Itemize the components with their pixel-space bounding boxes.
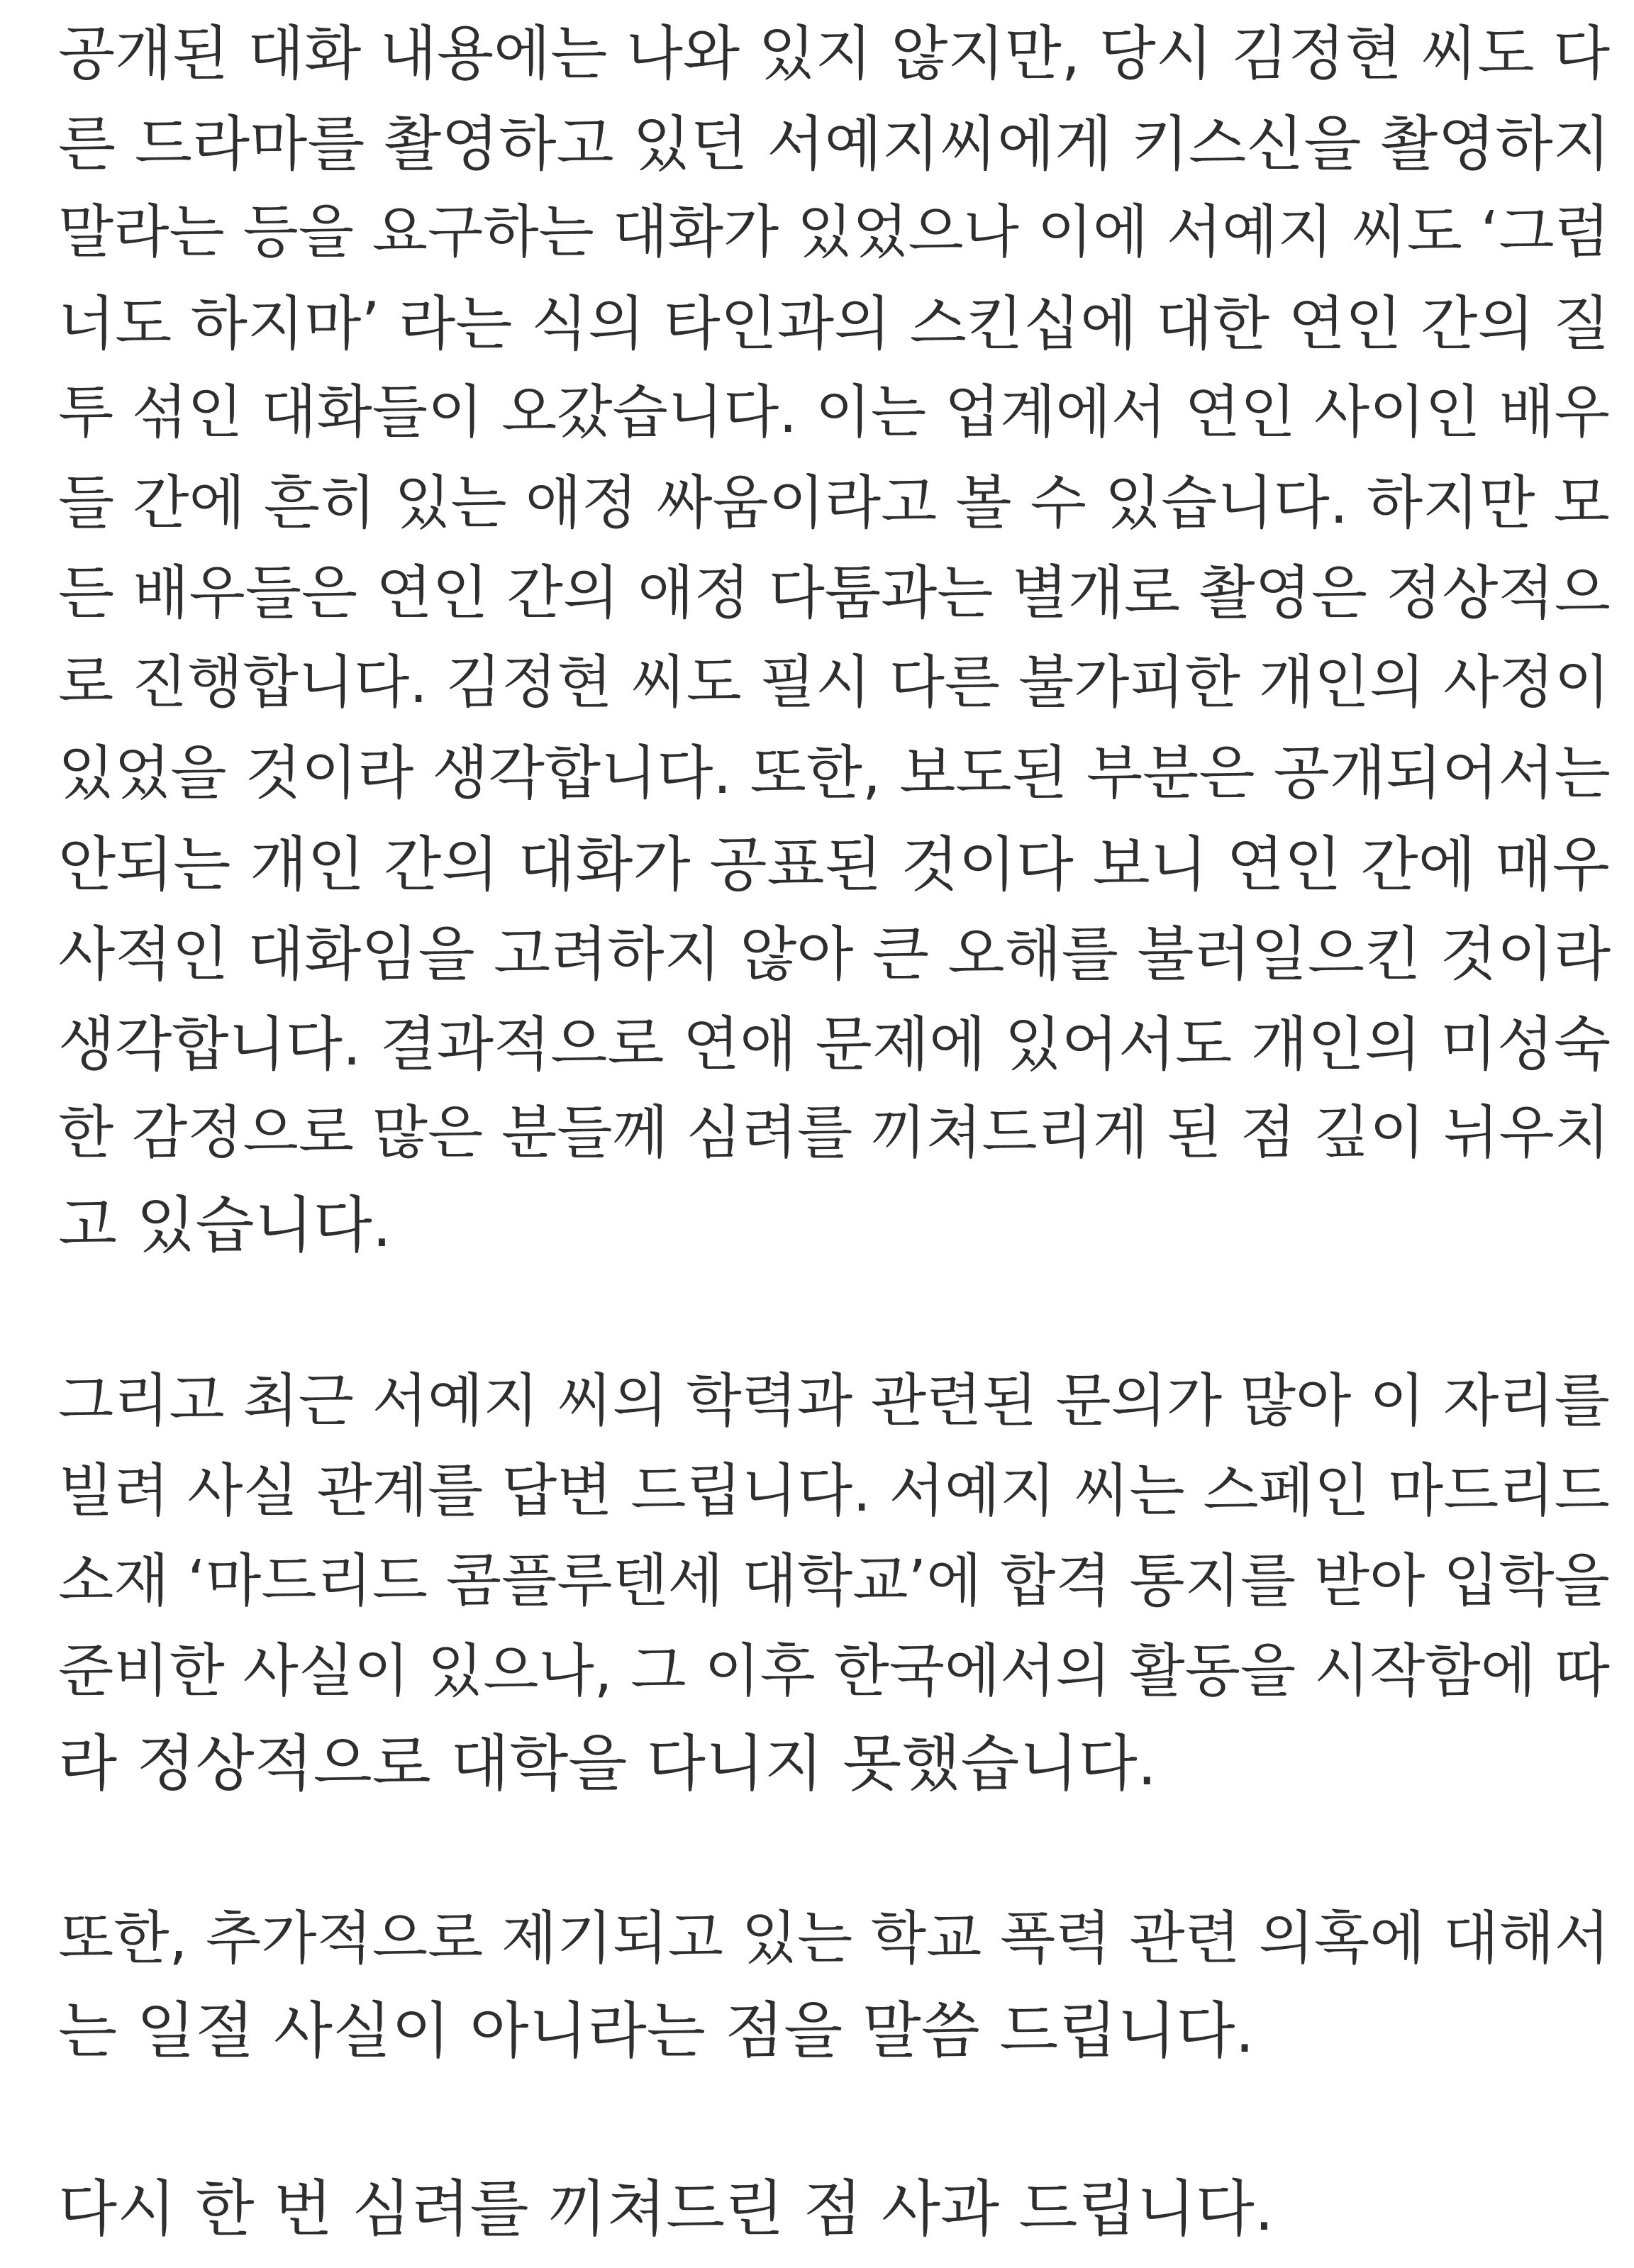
text-line: 있었을 것이라 생각합니다. 또한, 보도된 부분은 공개되어서는 bbox=[58, 739, 1611, 807]
text-line: 다시 한 번 심려를 끼쳐드린 점 사과 드립니다. bbox=[58, 2174, 1274, 2245]
text-line: 고 있습니다. bbox=[58, 1189, 392, 1261]
text-line: 공개된 대화 내용에는 나와 있지 않지만, 당시 김정현 씨도 다 bbox=[58, 19, 1611, 88]
text-line: 안되는 개인 간의 대화가 공표된 것이다 보니 연인 간에 매우 bbox=[58, 829, 1610, 899]
text-line: 투 섞인 대화들이 오갔습니다. 이는 업계에서 연인 사이인 배우 bbox=[58, 379, 1610, 446]
text-line: 너도 하지마’ 라는 식의 타인과의 스킨십에 대한 연인 간의 질 bbox=[58, 289, 1611, 358]
text-line: 한 감정으로 많은 분들께 심려를 끼쳐드리게 된 점 깊이 뉘우치 bbox=[58, 1099, 1610, 1167]
text-line: 생각합니다. 결과적으로 연애 문제에 있어서도 개인의 미성숙 bbox=[58, 1009, 1611, 1079]
text-line: 들 간에 흔히 있는 애정 싸움이라고 볼 수 있습니다. 하지만 모 bbox=[58, 469, 1610, 537]
text-line: 든 배우들은 연인 간의 애정 다툼과는 별개로 촬영은 정상적으 bbox=[58, 559, 1611, 627]
text-line: 말라는 등을 요구하는 대화가 있었으나 이에 서예지 씨도 ‘그럼 bbox=[58, 199, 1610, 266]
text-line: 는 일절 사실이 아니라는 점을 말씀 드립니다. bbox=[58, 1996, 1255, 2067]
text-line: 른 드라마를 촬영하고 있던 서예지씨에게 키스신을 촬영하지 bbox=[58, 109, 1611, 179]
text-line: 사적인 대화임을 고려하지 않아 큰 오해를 불러일으킨 것이라 bbox=[58, 919, 1611, 989]
text-line: 준비한 사실이 있으나, 그 이후 한국에서의 활동을 시작함에 따 bbox=[58, 1638, 1610, 1705]
text-line: 그리고 최근 서예지 씨의 학력과 관련된 문의가 많아 이 자리를 bbox=[58, 1367, 1610, 1435]
text-line: 소재 ‘마드리드 콤플루텐세 대학교’에 합격 통지를 받아 입학을 bbox=[58, 1547, 1610, 1615]
text-line: 빌려 사실 관계를 답변 드립니다. 서예지 씨는 스페인 마드리드 bbox=[58, 1457, 1610, 1525]
text-line: 로 진행합니다. 김정현 씨도 필시 다른 불가피한 개인의 사정이 bbox=[58, 649, 1610, 716]
text-line: 또한, 추가적으로 제기되고 있는 학교 폭력 관련 의혹에 대해서 bbox=[58, 1906, 1610, 1973]
text-line: 라 정상적으로 대학을 다니지 못했습니다. bbox=[58, 1728, 1157, 1799]
